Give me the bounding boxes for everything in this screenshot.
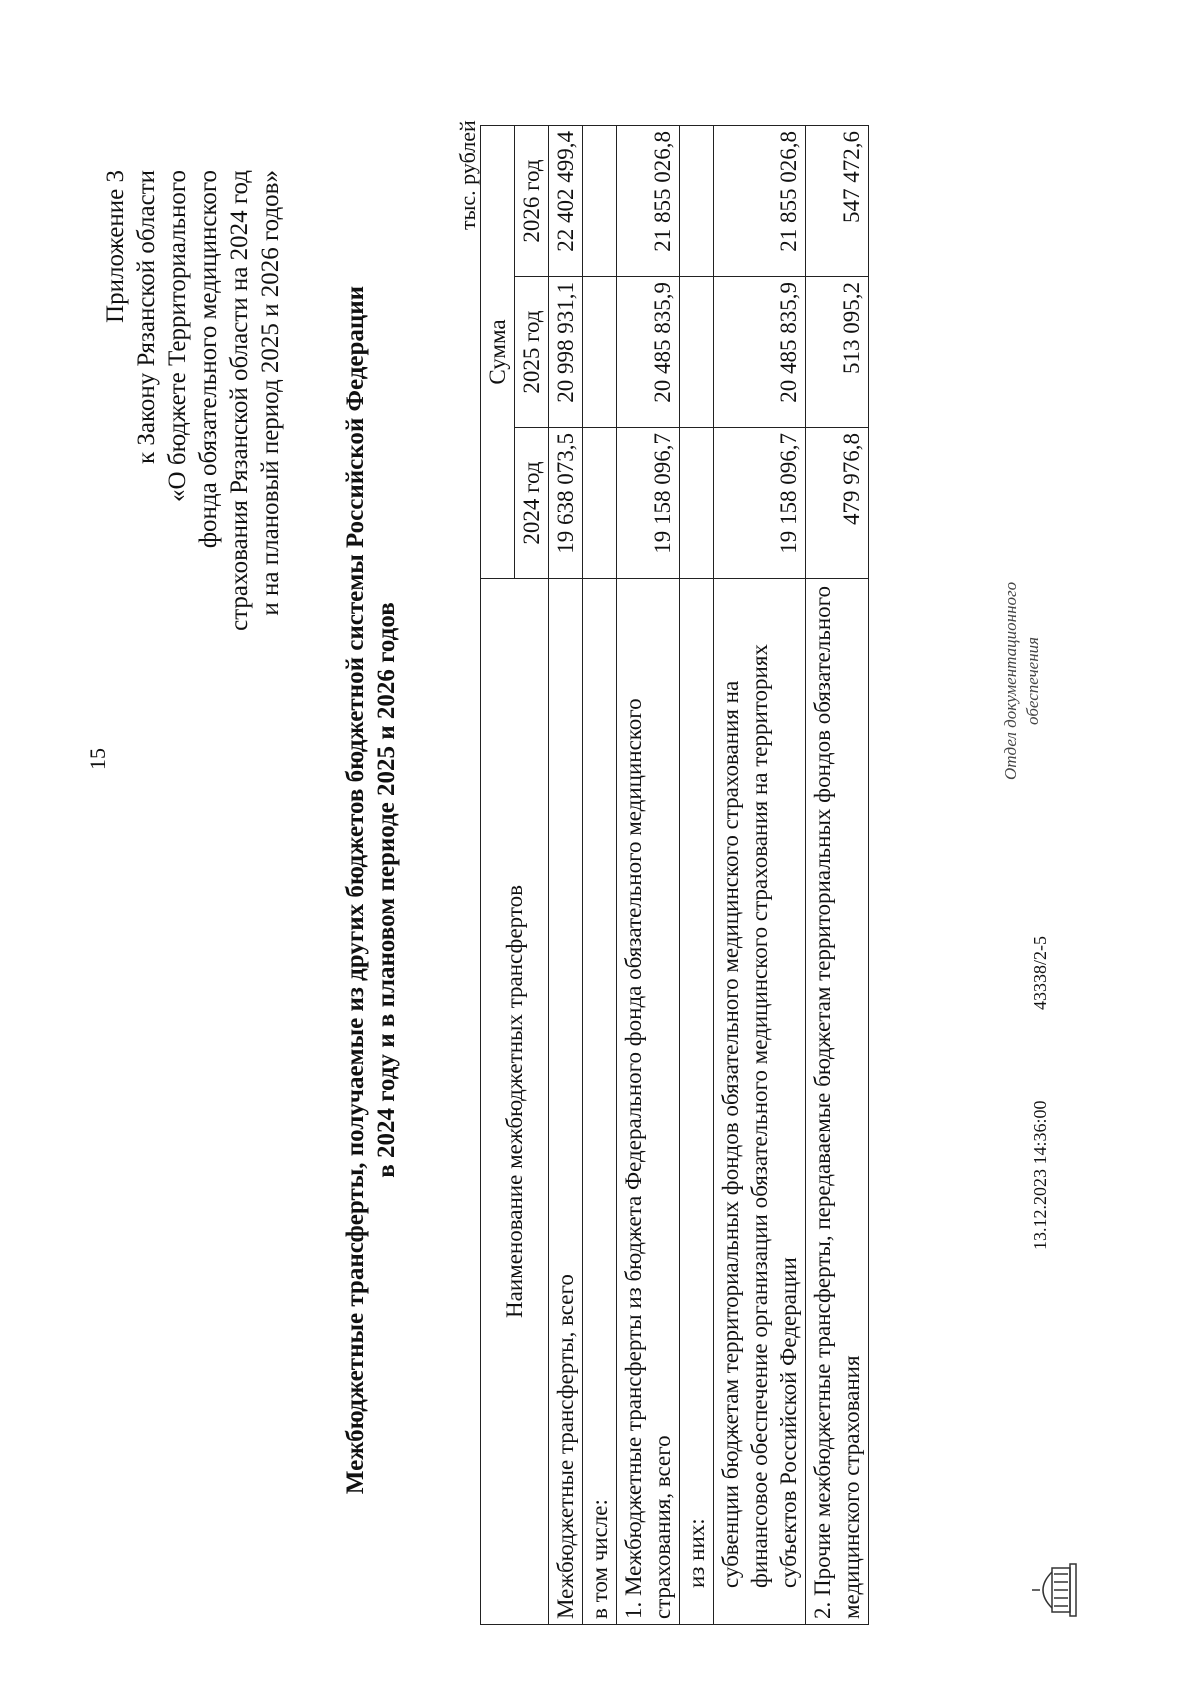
row-value-2024: 19 638 073,5 xyxy=(549,428,583,579)
header-year-2025: 2025 год xyxy=(515,277,549,428)
appendix-line: «О бюджете Территориального xyxy=(164,170,191,502)
table-row xyxy=(549,126,583,1625)
row-value-2025 xyxy=(680,277,714,428)
row-value-2024: 19 158 096,7 xyxy=(617,428,680,579)
row-value-2026: 22 402 499,4 xyxy=(549,126,583,277)
row-value-2024: 19 158 096,7 xyxy=(714,428,806,579)
appendix-line: Приложение 3 xyxy=(102,170,129,323)
header-sum: Сумма xyxy=(481,126,515,579)
table-row xyxy=(583,126,617,1625)
header-year-2026: 2026 год xyxy=(515,126,549,277)
row-name: 1. Межбюджетные трансферты из бюджета Федерального фонда обязательного медицинского страхования, всего xyxy=(617,579,680,1625)
stamp-line-2: обеспечения xyxy=(1023,636,1042,725)
row-value-2026: 547 472,6 xyxy=(806,126,869,277)
appendix-note xyxy=(100,170,286,750)
appendix-line: и на плановый период 2025 и 2026 годов» xyxy=(257,170,284,616)
appendix-line: к Закону Рязанской области xyxy=(133,170,160,464)
department-stamp xyxy=(1000,582,1044,780)
table-row xyxy=(680,126,714,1625)
table-row xyxy=(714,126,806,1625)
title-line-1: Межбюджетные трансферты, получаемые из других бюджетов бюджетной системы Российской Федерации xyxy=(342,285,369,1495)
row-value-2024 xyxy=(583,428,617,579)
footer-date: 13.12.2023 14:36:00 xyxy=(1030,1100,1050,1250)
row-value-2026: 21 855 026,8 xyxy=(714,126,806,277)
row-value-2025: 20 485 835,9 xyxy=(617,277,680,428)
document-title xyxy=(340,240,402,1540)
row-value-2026: 21 855 026,8 xyxy=(617,126,680,277)
document-page xyxy=(30,50,1150,1650)
row-value-2026 xyxy=(680,126,714,277)
row-name: Межбюджетные трансферты, всего xyxy=(549,579,583,1625)
appendix-line: страхования Рязанской области на 2024 год xyxy=(226,170,253,631)
units-label: тыс. рублей xyxy=(455,120,480,230)
building-logo-icon xyxy=(1030,1560,1085,1620)
row-name: из них: xyxy=(680,579,714,1625)
row-value-2025: 20 998 931,1 xyxy=(549,277,583,428)
appendix-line: фонда обязательного медицинского xyxy=(195,170,222,549)
row-name: субвенции бюджетам территориальных фондов обязательного медицинского страхования на финансовое обеспечение организации обязательного медицинского страхования на территориях субъектов Российской Федерации xyxy=(714,579,806,1625)
title-line-2: в 2024 году и в плановом периоде 2025 и 2026 годов xyxy=(373,602,400,1178)
row-value-2025: 20 485 835,9 xyxy=(714,277,806,428)
row-value-2025: 513 095,2 xyxy=(806,277,869,428)
row-value-2024 xyxy=(680,428,714,579)
row-name: в том числе: xyxy=(583,579,617,1625)
header-year-2024: 2024 год xyxy=(515,428,549,579)
footer-doc-number: 43338/2-5 xyxy=(1030,936,1050,1010)
row-value-2024: 479 976,8 xyxy=(806,428,869,579)
table-row xyxy=(806,126,869,1625)
table-header-row xyxy=(481,126,515,1625)
row-value-2025 xyxy=(583,277,617,428)
transfers-table xyxy=(480,125,869,1625)
row-value-2026 xyxy=(583,126,617,277)
stamp-line-1: Отдел документационного xyxy=(1001,581,1020,780)
page-number: 15 xyxy=(85,748,110,770)
header-name: Наименование межбюджетных трансфертов xyxy=(481,579,549,1625)
table-row xyxy=(617,126,680,1625)
row-name: 2. Прочие межбюджетные трансферты, передаваемые бюджетам территориальных фондов обязательного медицинского страхования xyxy=(806,579,869,1625)
